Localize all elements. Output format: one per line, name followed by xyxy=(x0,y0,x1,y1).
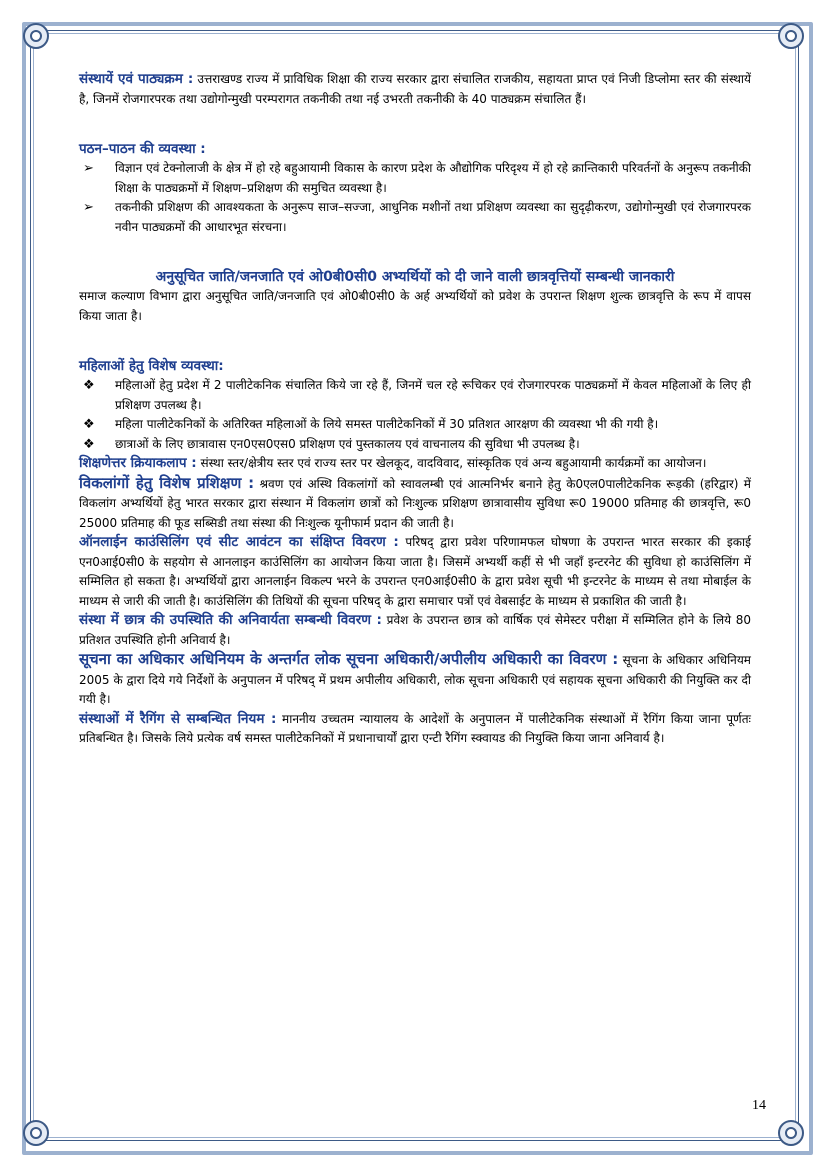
diamond-bullet-icon: ❖ xyxy=(83,436,95,452)
diamond-bullet-icon: ❖ xyxy=(83,417,95,432)
diamond-bullet-icon: ❖ xyxy=(83,378,95,393)
corner-ornament-icon xyxy=(778,1120,804,1146)
list-item: ➢ विज्ञान एवं टेक्नोलाजी के क्षेत्र में हो रहे बहुआयामी विकास के कारण प्रदेश के औद्योगिक परिदृश्य में हो रहे क्रान्तिकारी परिवर्तनों के अनुरूप तकनीकी शिक्षा के पाठ्यक्रमों में शिक्षण–प्रशिक्षण की समुचित व्यवस्था है। xyxy=(83,161,751,195)
section-heading: संस्थायें एवं पाठ्यक्रम : xyxy=(79,71,194,87)
arrow-bullet-icon: ➢ xyxy=(83,200,94,215)
disabled-training-section xyxy=(79,474,751,534)
section-heading: विकलांगों हेतु विशेष प्रशिक्षण : xyxy=(79,473,255,492)
section-heading: शिक्षणेत्तर क्रियाकलाप : xyxy=(79,455,197,471)
institutions-courses-section xyxy=(79,70,751,109)
section-heading: सूचना का अधिकार अधिनियम के अन्तर्गत लोक सूचना अधिकारी/अपीलीय अधिकारी का विवरण : xyxy=(79,650,619,668)
rti-section xyxy=(79,650,751,710)
corner-ornament-icon xyxy=(778,23,804,49)
list-item: ➢ तकनीकी प्रशिक्षण की आवश्यकता के अनुरूप साज–सज्जा, आधुनिक मशीनों तथा प्रशिक्षण व्यवस्था का सुदृढ़ीकरण, उद्योगोन्मुखी एवं रोजगारपरक नवीन पाठ्यक्रमों की आधारभूत संरचना। xyxy=(83,200,751,234)
section-heading: ऑनलाईन काउंसिलिंग एवं सीट आवंटन का संक्षिप्त विवरण : xyxy=(79,534,399,550)
section-heading: संस्थाओं में रैगिंग से सम्बन्धित नियम : xyxy=(79,710,277,727)
section-heading: संस्था में छात्र की उपस्थिति की अनिवार्यता सम्बन्धी विवरण : xyxy=(79,612,382,628)
teaching-system-list xyxy=(79,159,751,237)
women-provisions-list xyxy=(79,376,751,454)
teaching-system-heading: पठन–पाठन की व्यवस्था : xyxy=(79,141,206,157)
document-body xyxy=(79,70,751,749)
list-item: ❖ महिला पालीटेकनिकों के अतिरिक्त महिलाओं के लिये समस्त पालीटेकनिकों में 30 प्रतिशत आरक्षण की व्यवस्था भी की गयी है। xyxy=(79,415,751,435)
list-item: ❖ महिलाओं हेतु प्रदेश में 2 पालीटेकनिक संचालित किये जा रहे हैं, जिनमें चल रहे रूचिकर एवं रोजगारपरक पाठ्यक्रमों में केवल महिलाओं के लिए ही प्रशिक्षण उपलब्ध है। xyxy=(83,378,751,412)
section-text: श्रवण एवं अस्थि विकलांगों को स्वावलम्बी एवं आत्मनिर्भर बनाने हेतु के0एल0पालीटेकनिक रूड़की (हरिद्वार) में विकलांग अभ्यर्थियों हेतु भारत सरकार द्वारा संस्थान में विकलांग छात्रों को निःशुल्क प्रशिक्षण छात्रावासीय सुविधा रू0 19000 प्रतिमाह की छात्रवृत्ति, रू0 25000 प्रतिमाह की फूड सब्सिडी तथा संस्था की निःशुल्क यूनीफार्म प्रदान की जाती है। xyxy=(79,476,751,530)
section-text: माननीय उच्चतम न्यायालय के आदेशों के अनुपालन में पालीटेकनिक संस्थाओं में रैगिंग किया जाना पूर्णतः प्रतिबन्धित है। जिसके लिये प्रत्येक वर्ष समस्त पालीटेकनिकों में प्रधानाचार्यों द्वारा एन्टी रैगिंग स्क्वायड की नियुक्ति किया जाना अनिवार्य है। xyxy=(79,711,751,745)
women-provisions-heading: महिलाओं हेतु विशेष व्यवस्था: xyxy=(79,358,224,374)
ragging-rules-section xyxy=(79,710,751,749)
scholarship-text: समाज कल्याण विभाग द्वारा अनुसूचित जाति/जनजाति एवं ओ0बी0सी0 के अर्ह अभ्यर्थियों को प्रवेश के उपरान्त शिक्षण शुल्क छात्रवृत्ति के रूप में वापस किया जाता है। xyxy=(79,289,751,323)
corner-ornament-icon xyxy=(23,1120,49,1146)
list-item: ❖ छात्राओं के लिए छात्रावास एन0एस0एस0 प्रशिक्षण एवं पुस्तकालय एवं वाचनालय की सुविधा भी उपलब्ध है। xyxy=(79,435,751,455)
corner-ornament-icon xyxy=(23,23,49,49)
attendance-section xyxy=(79,611,751,650)
section-text: सूचना के अधिकार अधिनियम 2005 के द्वारा दिये गये निर्देशों के अनुपालन में परिषद् में प्रथम अपीलीय अधिकारी, लोक सूचना अधिकारी एवं सहायक सूचना अधिकारी की नियुक्ति कर दी गयी है। xyxy=(79,653,751,706)
scholarship-heading: अनुसूचित जाति/जनजाति एवं ओ0बी0सी0 अभ्यर्थियों को दी जाने वाली छात्रवृत्तियों सम्बन्धी जानकारी xyxy=(155,269,675,285)
extracurricular-section xyxy=(79,454,751,474)
page-number: 14 xyxy=(752,1098,766,1113)
section-text: संस्था स्तर/क्षेत्रीय स्तर एवं राज्य स्तर पर खेलकूद, वादविवाद, सांस्कृतिक एवं अन्य बहुआयामी कार्यक्रमों का आयोजन। xyxy=(200,456,707,470)
section-text: प्रवेश के उपरान्त छात्र को वार्षिक एवं सेमेस्टर परीक्षा में सम्मिलित होने के लिये 80 प्रतिशत उपस्थिति होनी अनिवार्य है। xyxy=(79,613,751,647)
online-counselling-section xyxy=(79,533,751,611)
arrow-bullet-icon: ➢ xyxy=(83,161,94,176)
section-text: परिषद् द्वारा प्रवेश परिणामफल घोषणा के उपरान्त भारत सरकार की इकाई एन0आई0सी0 के सहयोग से आनलाइन काउंसिलिंग का आयोजन किया जाता है। जिसमें अभ्यर्थी कहीं से भी जहाँ इन्टरनेट की सुविधा हो काउंसिलिंग में सम्मिलित हो सकता है। अभ्यर्थियों द्वारा आनलाईन विकल्प भरने के उपरान्त एन0आई0सी0 के द्वारा प्रवेश सूची भी इन्टरनेट के माध्यम से तथा मोबाईल के माध्यम से जारी की जाती है। काउंसिलिंग की तिथियों की सूचना परिषद् के द्वारा समाचार पत्रों एवं वेबसाईट के माध्यम से प्रकाशित की जाती है। xyxy=(79,535,751,608)
section-text: उत्तराखण्ड राज्य में प्राविधिक शिक्षा की राज्य सरकार द्वारा संचालित राजकीय, सहायता प्राप्त एवं निजी डिप्लोमा स्तर की संस्थायें है, जिनमें रोजगारपरक तथा उद्योगोन्मुखी परम्परागत तकनीकी तथा नई उभरती तकनीकी के 40 पाठ्यक्रम संचालित हैं। xyxy=(79,72,751,106)
